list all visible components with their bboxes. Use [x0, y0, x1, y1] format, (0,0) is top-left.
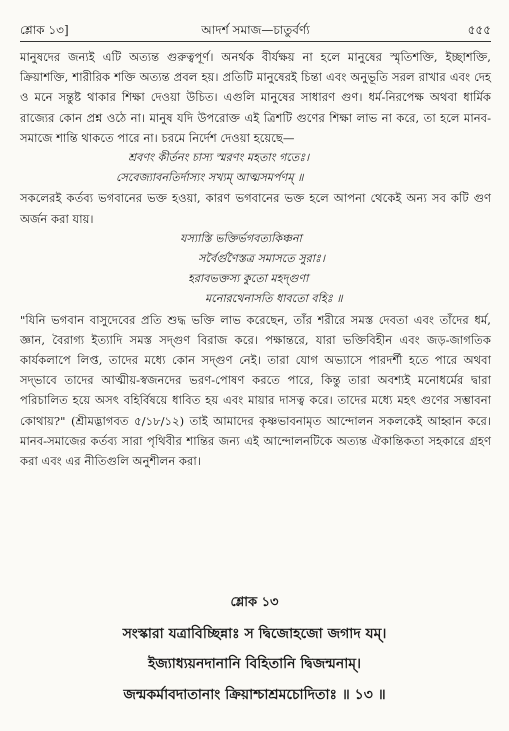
page-number: ৫৫৫ [467, 23, 491, 37]
paragraph-3: "যিনি ভগবান বাসুদেবের প্রতি শুদ্ধ ভক্তি লাভ করেছেন, তাঁর শরীরে সমস্ত দেবতা এবং তাঁদের ধর্ম, জ্ঞান, বৈরাগ্য ইত্যাদি সমস্ত সদ্‌গুণ বিরাজ করে। পক্ষান্তরে, যারা ভক্তিবিহীন এবং জড়-জাগতিক কার্যকলাপে লিপ্ত, তাদের মধ্যে কোন সদ্‌গুণ নেই। তারা যোগ অভ্যাসে পারদর্শী হতে পারে অথবা সদ্‌ভাবে তাদের আত্মীয়-স্বজনদের ভরণ-পোষণ করতে পারে, কিন্তু তারা অবশ্যই মনোধর্মের দ্বারা পরিচালিত হয়ে অসৎ বহির্বিষয়ে ধাবিত হয় এবং মায়ার দাসত্ব করে। তাদের মধ্যে মহৎ গুণের সম্ভাবনা কোথায়?" (শ্রীমদ্ভাগবত ৫/১৮/১২) তাই আমাদের কৃষ্ণভাবনামৃত আন্দোলন সকলকেই আহ্বান করে। মানব-সমাজের কর্তব্য সারা পৃথিবীর শান্তির জন্য এই আন্দোলনটিকে অত্যন্ত ঐকান্তিকতা সহকারে গ্রহণ করা এবং এর নীতিগুলি অনুশীলন করা। [20, 312, 491, 469]
chapter-title: আদর্শ সমাজ—চাতুর্বর্ণ্য [201, 23, 310, 37]
verse-2-line-4: মনোরথেনাসতি ধাবতো বহিঃ ॥ [205, 292, 343, 306]
verse-reference: শ্লোক ১৩] [20, 23, 69, 37]
page-body [20, 47, 491, 471]
header-rule [20, 41, 491, 42]
paragraph-2: সকলেরই কর্তব্য ভগবানের ভক্ত হওয়া, কারণ ভগবানের ভক্ত হলে আপনা থেকেই অন্য সব কটি গুণ অর্জন করা যায়। [20, 191, 491, 226]
verse-2-line-2: সর্বৈর্গুণৈস্তত্র সমাসতে সুরাঃ। [198, 252, 325, 266]
verse-2-line-1: যস্যাস্তি ভক্তির্ভগবত্যকিঞ্চনা [180, 231, 302, 245]
sanskrit-verse-line-3: জন্মকর্মাবদাতানাং ক্রিয়াশ্চাশ্রমচোদিতাঃ ॥ ১৩ ॥ [123, 687, 386, 703]
verse-2-line-3: হরাবভক্তস্য কুতো মহদ্‌গুণা [188, 272, 309, 286]
verse-heading: শ্লোক ১৩ [230, 595, 279, 610]
sanskrit-verse-line-1: সংস্কারা যত্রাবিচ্ছিন্নাঃ স দ্বিজোহজো জগাদ যম্‌। [122, 626, 387, 642]
verse-1-line-2: সেবেজ্যাবনতির্দাস্যং সখ্যম্‌ আত্মসমর্পণম্‌ ॥ [116, 171, 304, 185]
sanskrit-verse-line-2: ইজ্যাধ্যয়নদানানি বিহিতানি দ্বিজন্মনাম্‌। [147, 656, 362, 672]
running-header [20, 22, 491, 42]
verse-1-line-1: শ্রবণং কীর্তনং চাস্য স্মরণং মহতাং গতেঃ। [128, 151, 310, 165]
paragraph-1: মানুষদের জন্যই এটি অত্যন্ত গুরুত্বপূর্ণ। অনর্থক বীর্যক্ষয় না হলে মানুষের স্মৃতিশক্তি, ইচ্ছাশক্তি, ক্রিয়াশক্তি, শারীরিক শক্তি অত্যন্ত প্রবল হয়। প্রতিটি মানুষেরই চিন্তা এবং অনুভূতি সরল রাখার এবং দেহ ও মনে সন্তুষ্ট থাকার শিক্ষা দেওয়া উচিত। এগুলি মানুষের সাধারণ গুণ। ধর্ম-নিরপেক্ষ অথবা ধার্মিক রাজ্যের কোন প্রশ্ন ওঠে না। মানুষ যদি উপরোক্ত এই ত্রিশটি গুণের শিক্ষা লাভ না করে, তা হলে মানব-সমাজে শান্তি থাকতে পারে না। চরমে নির্দেশ দেওয়া হয়েছে— [20, 50, 491, 145]
